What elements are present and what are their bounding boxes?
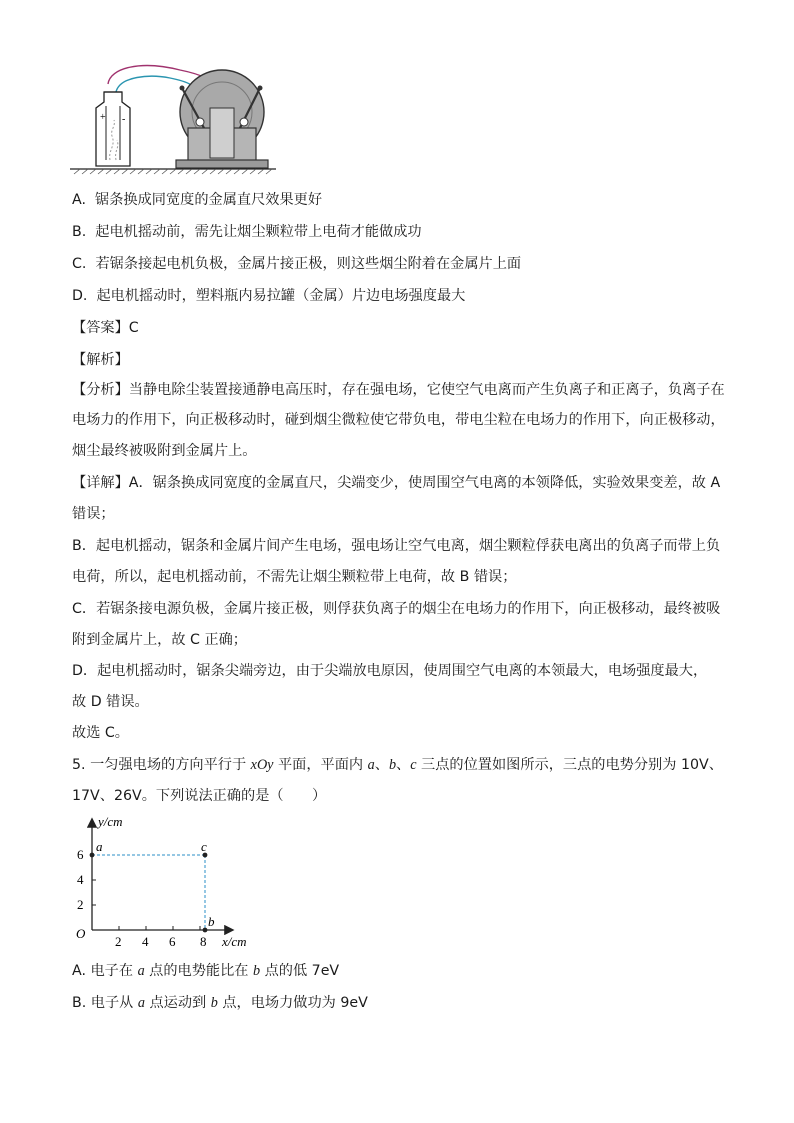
point-label: b — [210, 995, 218, 1011]
x-tick-label: 8 — [200, 934, 207, 949]
plane-label: xOy — [250, 757, 274, 773]
point-b-label: b — [208, 914, 215, 929]
x-tick-label: 4 — [142, 934, 149, 949]
conclusion-line: 故选 C。 — [72, 725, 129, 741]
q4-option-a — [72, 190, 732, 210]
x-tick-label: 2 — [115, 934, 122, 949]
minus-sign: - — [122, 114, 126, 125]
y-tick-label: 2 — [77, 897, 84, 912]
option-text: 电子从 — [90, 995, 138, 1011]
point-label: a — [137, 995, 145, 1011]
stem-text: 一匀强电场的方向平行于 — [90, 757, 251, 773]
origin-label: O — [76, 926, 86, 941]
q5-option-b — [72, 993, 732, 1013]
option-label: A. — [72, 963, 86, 979]
detail-line: 错误； — [72, 506, 115, 522]
q4-option-b — [72, 222, 732, 242]
q5-stem-line1 — [72, 755, 732, 775]
detail-line: 【详解】A．锯条换成同宽度的金属直尺，尖端变少，使周围空气电离的本领降低，实验效果变差，故 A — [72, 475, 721, 491]
detail-line: C．若锯条接电源负极，金属片接正极，则俘获负离子的烟尘在电场力的作用下，向正极移动，最终被吸 — [72, 601, 721, 617]
option-text: 电子在 — [90, 963, 138, 979]
option-label: D. — [72, 288, 88, 304]
stem-text: 、 — [396, 757, 411, 773]
answer-value: C — [128, 320, 139, 336]
analysis-line: 电场力的作用下，向正极移动时，碰到烟尘微粒使它带负电，带电尘粒在电场力的作用下，向正极移动， — [72, 412, 725, 428]
analysis-line: 【分析】当静电除尘装置接通静电高压时，存在强电场，它使空气电离而产生负离子和正离子，负离子在 — [72, 382, 725, 398]
point-a-label: a — [96, 839, 103, 854]
x-tick-label: 6 — [169, 934, 176, 949]
option-text: 点的电势能比在 — [144, 963, 253, 979]
option-label: B. — [72, 224, 87, 240]
option-text: 点，电场力做功为 9eV — [217, 995, 368, 1011]
q5-option-a — [72, 961, 732, 981]
x-axis-label: x/cm — [222, 934, 247, 949]
option-text: 点的低 7eV — [260, 963, 340, 979]
analysis-tag: 【解析】 — [72, 352, 129, 368]
point-c-label: c — [410, 757, 417, 773]
stem-text: 三点的位置如图所示，三点的电势分别为 10V、 — [416, 757, 723, 773]
bottle — [96, 92, 130, 166]
q4-option-d — [72, 286, 732, 306]
stem-text: 平面，平面内 — [273, 757, 368, 773]
point-label: b — [253, 963, 261, 979]
detail-line: 电荷，所以，起电机摇动前，不需先让烟尘颗粒带上电荷，故 B 错误； — [72, 569, 517, 585]
option-text: 若锯条接起电机负极，金属片接正极，则这些烟尘附着在金属片上面 — [95, 256, 522, 272]
point-label: a — [137, 963, 145, 979]
point-b-label: b — [388, 757, 397, 773]
analysis-line: 烟尘最终被吸附到金属片上。 — [72, 443, 257, 459]
plus-sign: + — [100, 112, 106, 123]
y-tick-label: 6 — [77, 847, 84, 862]
detail-line: D．起电机摇动时，锯条尖端旁边，由于尖端放电原因，使周围空气电离的本领最大，电场强度最大， — [72, 663, 708, 679]
dust-removal-apparatus-figure — [70, 62, 280, 180]
option-label: C. — [72, 256, 87, 272]
answer-tag: 【答案】 — [72, 320, 129, 336]
point-b — [203, 928, 208, 933]
point-a-label: a — [367, 757, 375, 773]
detail-line: B．起电机摇动，锯条和金属片间产生电场，强电场让空气电离，烟尘颗粒俘获电离出的负离子而带上负 — [72, 538, 721, 554]
option-label: B. — [72, 995, 87, 1011]
option-text: 起电机摇动时，塑料瓶内易拉罐（金属）片边电场强度最大 — [96, 288, 466, 304]
option-text: 起电机摇动前，需先让烟尘颗粒带上电荷才能做成功 — [95, 224, 422, 240]
q4-option-c — [72, 254, 732, 274]
q5-stem-line2: 17V、26V。下列说法正确的是（ ） — [72, 788, 327, 804]
option-label: A. — [72, 192, 86, 208]
stem-text: 、 — [374, 757, 389, 773]
option-text: 点运动到 — [144, 995, 211, 1011]
option-text: 锯条换成同宽度的金属直尺效果更好 — [95, 192, 323, 208]
detail-line: 故 D 错误。 — [72, 694, 149, 710]
point-c-label: c — [201, 839, 207, 854]
coordinate-graph — [72, 812, 262, 954]
y-tick-label: 4 — [77, 872, 84, 887]
answer-line — [72, 318, 732, 338]
detail-line: 附到金属片上，故 C 正确； — [72, 632, 247, 648]
point-a — [90, 853, 95, 858]
question-number: 5. — [72, 757, 86, 773]
y-axis-label: y/cm — [98, 814, 123, 829]
